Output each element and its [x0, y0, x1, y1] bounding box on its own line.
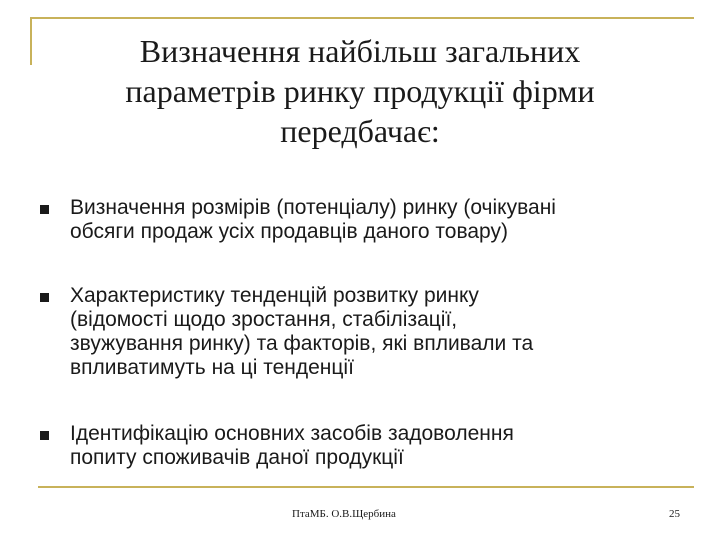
- frame-bottom-line: [38, 486, 694, 488]
- page-number: 25: [669, 508, 680, 520]
- bullet-text: Ідентифікацію основних засобів задоволення попиту споживачів даної продукції: [70, 422, 514, 469]
- square-bullet-icon: [40, 431, 49, 440]
- bullet-text: Визначення розмірів (потенціалу) ринку (очікувані обсяги продаж усіх продавців даного товару): [70, 196, 556, 243]
- slide-title: [40, 31, 680, 151]
- square-bullet-icon: [40, 293, 49, 302]
- frame-left-line: [30, 17, 32, 65]
- title-line: Визначення найбільш загальних: [139, 33, 581, 69]
- frame-top-line: [30, 17, 694, 19]
- title-line: передбачає:: [280, 113, 440, 149]
- bullet-text: Характеристику тенденцій розвитку ринку (відомості щодо зростання, стабілізації, звужування ринку) та факторів, які впливали та впливатимуть на ці тенденції: [70, 284, 534, 379]
- footer-author: ПтаМБ. О.В.Щербина: [292, 508, 396, 520]
- title-line: параметрів ринку продукції фірми: [125, 73, 595, 109]
- square-bullet-icon: [40, 205, 49, 214]
